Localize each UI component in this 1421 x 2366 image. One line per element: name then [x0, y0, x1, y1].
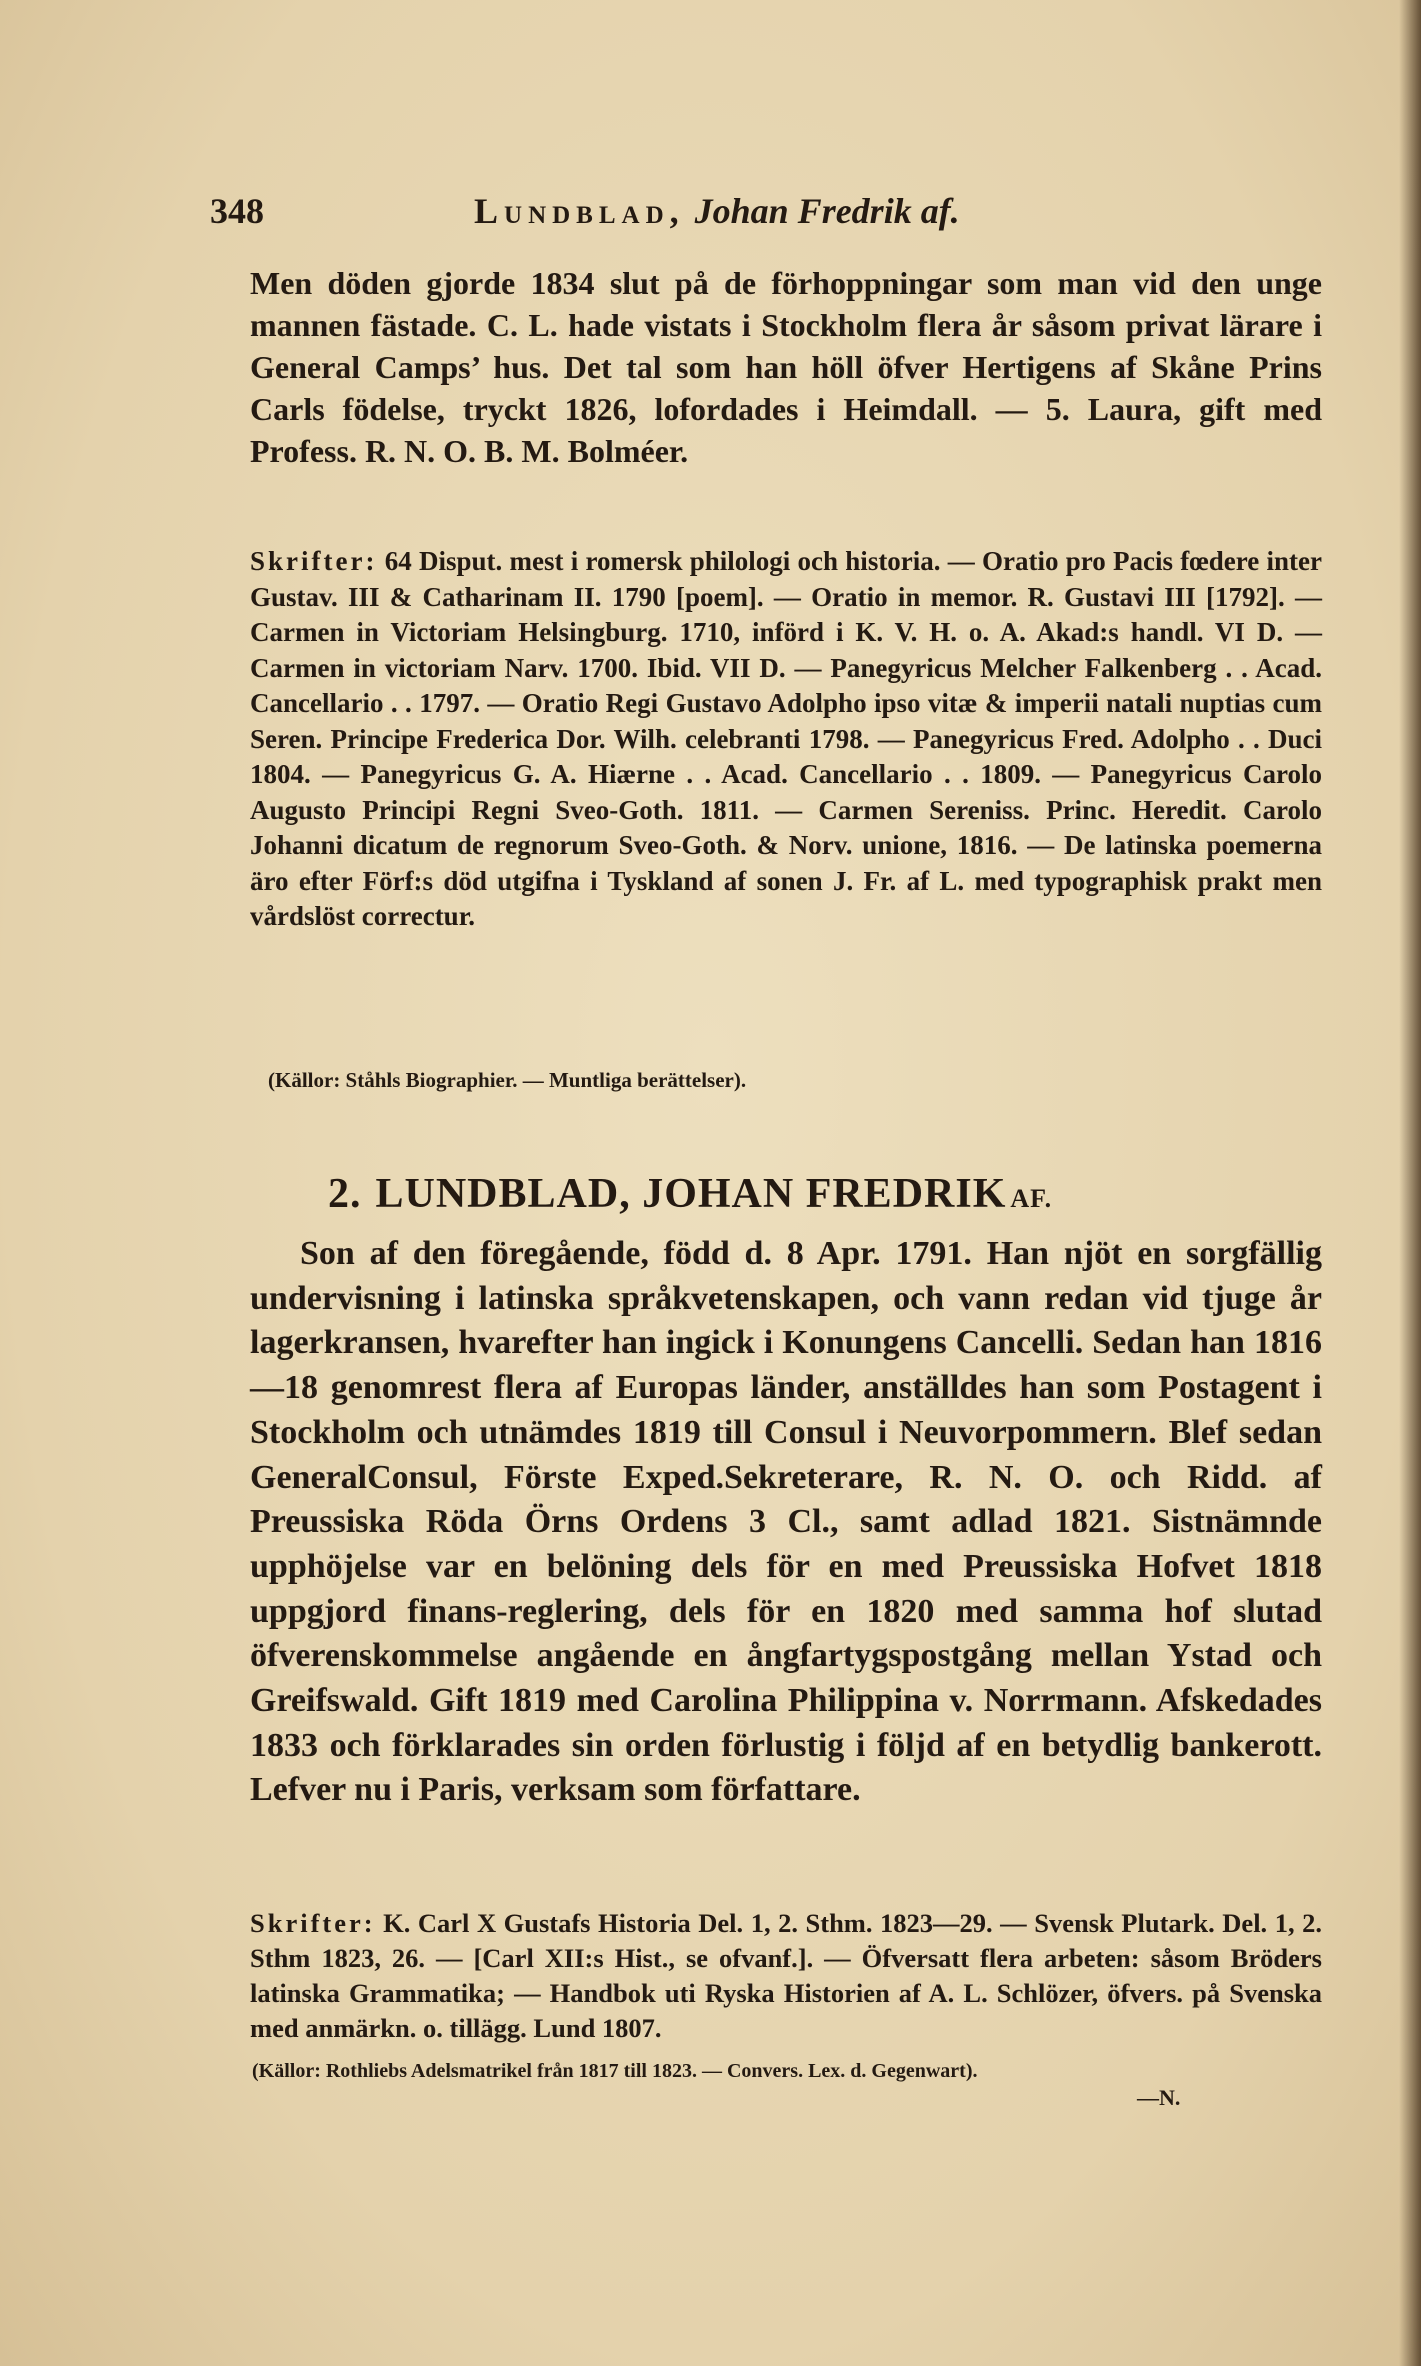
entry2-heading — [328, 1170, 1228, 1218]
entry2-paragraph: Son af den föregående, född d. 8 Apr. 1791. Han njöt en sorgfällig undervisning i latinska språkvetenskapen, och vann redan vid tjuge år lagerkransen, hvarefter han ingick i Konungens Cancelli. Sedan han 1816—18 genomrest flera af Europas länder, anställdes han som Postagent i Stockholm och utnämdes 1819 till Consul i Neuvorpommern. Blef sedan GeneralConsul, Förste Exped.Sekreterare, R. N. O. och Ridd. af Preussiska Röda Örns Ordens 3 Cl., samt adlad 1821. Sistnämnde upphöjelse var en belöning dels för en med Preussiska Hofvet 1818 uppgjord finans-reglering, dels för en 1820 med samma hof slutad öfverenskommelse angående en ångfartygspostgång mellan Ystad och Greifswald. Gift 1819 med Carolina Philippina v. Norrmann. Afskedades 1833 och förklarades sin orden förlustig i följd af en betydlig bankerott. Lefver nu i Paris, verksam som författare. — [250, 1235, 1322, 1809]
entry1-writings-label: Skrifter: — [250, 546, 378, 576]
entry2-sources: (Källor: Rothliebs Adelsmatrikel från 1817 till 1823. — Convers. Lex. d. Gegenwart). — [252, 2060, 978, 2082]
entry2-number: 2. — [328, 1171, 362, 1217]
entry2-writings-label: Skrifter: — [250, 1908, 376, 1938]
entry2-signature: —N. — [1137, 2085, 1181, 2110]
entry2-writings-text: K. Carl X Gustafs Historia Del. 1, 2. Sthm. 1823—29. — Svensk Plutark. Del. 1, 2. Sthm 1823, 26. — [Carl XII:s Hist., se ofvanf.]. — Öfversatt flera arbeten: såsom Bröders latinska Grammatika; — Handbok uti Ryska Historien af A. L. Schlözer, öfvers. på Svenska med anmärkn. o. tillägg. Lund 1807. — [250, 1908, 1322, 2043]
entry2-title-suffix: AF. — [1010, 1184, 1053, 1213]
entry1-paragraph: Men döden gjorde 1834 slut på de förhoppningar som man vid den unge mannen fästade. C. L. hade vistats i Stockholm flera år såsom privat lärare i General Camps’ hus. Det tal som han höll öfver Hertigens af Skåne Prins Carls födelse, tryckt 1826, lofordades i Heimdall. — 5. Laura, gift med Profess. R. N. O. B. M. Bolméer. — [250, 265, 1322, 469]
page-number: 348 — [210, 191, 264, 231]
running-head-name: Johan Fredrik af. — [694, 191, 960, 231]
entry1-writings — [250, 544, 1322, 935]
page-header — [210, 190, 1330, 250]
running-head — [474, 190, 960, 232]
page-edge-shadow — [1399, 0, 1421, 2366]
entry2-writings — [250, 1906, 1322, 2046]
entry2-title: LUNDBLAD, JOHAN FREDRIK — [375, 1171, 1007, 1217]
entry1-sources: (Källor: Ståhls Biographier. — Muntliga berättelser). — [268, 1068, 747, 1092]
running-head-surname: Lundblad, — [474, 191, 685, 231]
entry1-writings-text: 64 Disput. mest i romersk philologi och historia. — Oratio pro Pacis fœdere inter Gustav. III & Catharinam II. 1790 [poem]. — Oratio in memor. R. Gustavi III [1792]. — Carmen in Victoriam Helsingburg. 1710, införd i K. V. H. o. A. Akad:s handl. VI D. — Carmen in victoriam Narv. 1700. Ibid. VII D. — Panegyricus Melcher Falkenberg . . Acad. Cancellario . . 1797. — Oratio Regi Gustavo Adolpho ipso vitæ & imperii natali nuptias cum Seren. Principe Frederica Dor. Wilh. celebranti 1798. — Panegyricus Fred. Adolpho . . Duci 1804. — Panegyricus G. A. Hiærne . . Acad. Cancellario . . 1809. — Panegyricus Carolo Augusto Principi Regni Sveo-Goth. 1811. — Carmen Sereniss. Princ. Heredit. Carolo Johanni dicatum de regnorum Sveo-Goth. & Norv. unione, 1816. — De latinska poemerna äro efter Förf:s död utgifna i Tyskland af sonen J. Fr. af L. med typographisk prakt men vårdslöst correctur. — [250, 546, 1323, 931]
